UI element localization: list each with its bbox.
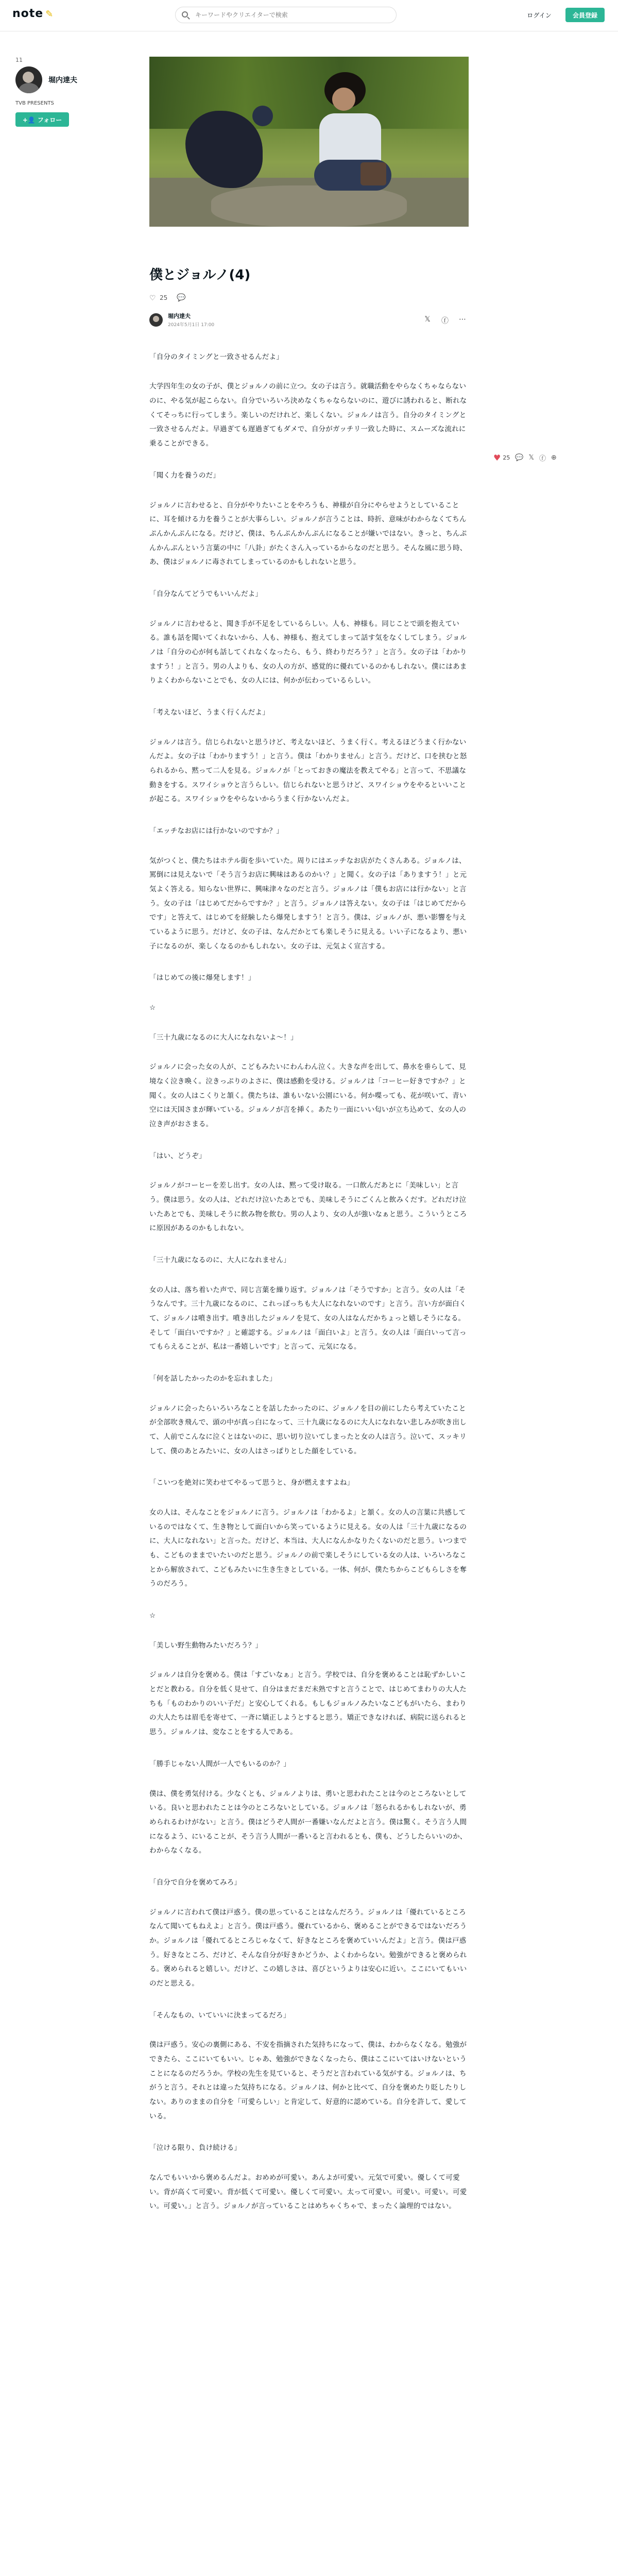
article-paragraph: 「聞く力を養うのだ」	[149, 471, 220, 480]
magazine-count: 11	[15, 57, 23, 63]
floating-x-icon[interactable]: 𝕏	[528, 453, 535, 462]
article-author-name[interactable]: 堀内達夫	[168, 313, 191, 320]
article-paragraph: 「考えないほど、うまく行くんだよ」	[149, 708, 269, 717]
note-logo[interactable]	[12, 7, 54, 20]
hero-bag	[360, 162, 386, 185]
article-reactions	[149, 294, 469, 302]
floating-comment-icon[interactable]: 💬	[515, 453, 524, 462]
floating-facebook-icon[interactable]: ⓕ	[539, 454, 546, 463]
article-paragraph: 「はい、どうぞ」	[149, 1151, 206, 1160]
article-paragraph: 「三十九歳になるのに大人になれないよ～！」	[149, 1033, 298, 1042]
article-paragraph: 「美しい野生動物みたいだろう？」	[149, 1641, 263, 1650]
article-paragraph: ジョルノに会った女の人が、こどもみたいにわんわん泣く。大きな声を出して、鼻水を垂らして、見境なく泣き喚く。泣きっぷりのよさに、僕は感動を受ける。ジョルノは「コーヒー好きですか？」と聞く。女の人はこくりと頷く。僕たちは、誰もいない公園にいる。何か喋っても、花が咲いて、青い空には天国さまが輝いている。ジョルノが言を挿く。あたり一面にいい匂いが立ち込めて、女の人の泣き声がおさまる。	[149, 1063, 467, 1128]
article-paragraph: 「自分で自分を褒めてみろ」	[149, 1878, 242, 1887]
search-icon	[182, 11, 188, 18]
follow-label: フォロー	[37, 116, 62, 124]
article-paragraph: ジョルノがコーヒーを差し出す。女の人は、黙って受け取る。一口飲んだあとに「美味しい」と言う。僕は思う。女の人は、どれだけ泣いたあとでも、美味しそうにごくんと飲みくだす。どれだけ泣いたあとでも、美味しそうに飲み物を飲む。男の人より、女の人が強いなぁと思う。こういうところに原因があるのかもしれない。	[149, 1181, 467, 1233]
floating-like-count[interactable]: 25	[503, 454, 510, 461]
article-paragraph: ジョルノに言われて僕は戸惑う。僕の思っていることはなんだろう。ジョルノは「優れているところなんて聞いてもねえよ」と言う。僕は戸惑う。優れているから、褒めることができるではないだろうか。ジョルノは「優れてるところじゃなくて、好きなところを褒めていいんだよ」と言う。僕は戸惑う。好きなところ、だけど、そんな自分が好きかどうか、よくわからない。勉強ができると褒められる。褒められると嬉しい。だけど、この嬉しさは、喜びというよりは安心に近い。ここにいてもいいのだと思える。	[149, 1908, 467, 1988]
article-paragraph: 「三十九歳になるのに、大人になれません」	[149, 1256, 290, 1265]
hero-bird-head	[252, 106, 273, 126]
author-small-avatar[interactable]	[149, 313, 163, 327]
speech-bubble-icon[interactable]: 💬	[177, 293, 186, 302]
logo-text: note	[12, 7, 44, 20]
article-paragraph: なんでもいいから褒めるんだよ。おめめが可愛い。あんよが可愛い。元気で可愛い。優しくて可愛い。背が高くて可愛い。背が低くて可愛い。優しくて可愛い。太って可愛い。可愛い。可愛い。可愛い。可愛い。」と言う。ジョルノが言っていることはめちゃくちゃで、まったく論理的ではない。	[149, 2173, 467, 2211]
signup-button[interactable]: 会員登録	[565, 8, 605, 22]
article-paragraph: 「そんなもの、いていいに決まってるだろ」	[149, 2011, 290, 2020]
login-button[interactable]: ログイン	[521, 8, 557, 22]
article-paragraph: 女の人は、落ち着いた声で、同じ言葉を繰り返す。ジョルノは「そうですか」と言う。女の人は「そうなんです。三十九歳になるのに、これっぽっちも大人になれないのです」と言う。言い方が面白くて、ジョルノは噴き出す。噴き出したジョルノを見て、女の人はなんだかちょっと嬉しそうになる。そして「面白いですか？」と確認する。ジョルノは「面白いよ」と言う。女の人は「面白いって言ってもらえることが、私は一番嬉しいです」と言って、元気になる。	[149, 1285, 467, 1351]
article-paragraph: 「はじめての後に爆発します！」	[149, 974, 255, 982]
article-paragraph: ジョルノに言わせると、聞き手が不足をしているらしい。人も、神様も。同じことで頭を抱えている。誰も話を聞いてくれないから、人も、神様も、抱えてしまって話す気をなくしてしまう。ジョルノは「自分の心が何も話してくれなくなったら、もう、終わりだろう？」と言う。女の子は「わかりますう！」と言う。男の人よりも、女の人の方が、感覚的に優れているのかもしれない。僕にはあまりよくわからないことでも、女の人には、何かが伝わっているらしい。	[149, 619, 467, 685]
more-icon[interactable]: ⋯	[459, 315, 466, 324]
article-paragraph: ☆	[149, 1003, 156, 1012]
author-tagline: TVB PRESENTS	[15, 100, 54, 106]
follow-button[interactable]	[15, 112, 69, 127]
article-paragraph: 気がつくと、僕たちはホテル街を歩いていた。周りにはエッチなお店がたくさんある。ジョルノは、罵倒には見えないで「そう言うお店に興味はあるのかい？」と聞く。女の子は「ありますう！」と元気よく答える。知らない世界に、興味津々なのだと言う。ジョルノは「僕もお店には行かない」と言う。女の子は「はじめてだからですか？」と言う。ジョルノは答えない。女の子は「はじめてだからです」と答えて、はじめてを経験したら爆発しますう！と言う。僕は、ジョルノが、悪い影響を与えているように思う。だけど、女の子は、なんだかとても楽しそうに見える。いい子になるより、悪い子になるのが、楽しくなるのかもしれない。女の子は、元気よく宣言する。	[149, 856, 467, 951]
article-paragraph: 僕は、僕を勇気付ける。少なくとも、ジョルノよりは、勇いと思われたことは今のところないとしている。良いと思われたことは今のところないとしている。ジョルノは「怒られるかもしれないが、勇められるわけがない」と言う。僕はどうぞ人間が一番嫌いなんだよと言う。僕は驚く。そう言う人間になるよう、にいることが、そう言う人間が一番いると言われるとも、僕も、どうしたらいいのか、わからなくなる。	[149, 1789, 467, 1855]
author-sidebar	[15, 57, 118, 127]
article-paragraph: 「泣ける限り、負け続ける」	[149, 2144, 242, 2153]
hero-person	[304, 72, 402, 191]
author-block[interactable]	[15, 66, 118, 93]
facebook-icon[interactable]: ⓕ	[441, 316, 449, 325]
article-paragraph: ジョルノは言う。信じられないと思うけど、考えないほど、うまく行く。考えるほどうまく行かないんだよ。女の子は「わかりますう！」と言う。僕は「わかりません」と言う。だけど、口を挟むと怒られるから、黙って二人を見る。ジョルノが「とっておきの魔法を教えてやる」と言って、不思議な動きをする。スワイショウと言うらしい。信じられないと思うけど、スワイショウをやるといいことが起こる。スワイショウをやらないからうまく行かないんだよ。	[149, 738, 467, 804]
floating-reaction-bar	[493, 448, 591, 467]
article-paragraph: ジョルノに言わせると、自分がやりたいことをやろうも、神様が自分にやらせようとしていることに、耳を傾ける力を養うことが大事らしい。ジョルノが言うことは、時折、意味がわからなくてちんぷんかんぷんになる。だけど、僕は、ちんぷんかんぷんになることが嫌いではない。きっと、ちんぷんかんぷんという言葉の中に「八卦」がたくさん入っているからなのだと思う。そんな風に思う時、あ、僕はジョルノに毒されてしまっているのかもしれないと思う。	[149, 501, 467, 567]
article-paragraph: 大学四年生の女の子が、僕とジョルノの前に立つ。女の子は言う。就職活動をやらなくちゃならないのに、やる気が起こらない。自分でいろいろ決めなくちゃならないのに、遊びに誘われると、断れなくてそっちに行ってしまう。楽しいのだけれど、楽しくない。ジョルノは言う。自分のタイミングと一致させるんだよ。早過ぎても遅過ぎてもダメで、自分がガッチリ一致した時に、スムーズな流れに乗ることができる。	[149, 382, 467, 448]
article-author-row	[149, 311, 469, 329]
like-count[interactable]: 25	[160, 294, 168, 301]
logo-mark-icon: ✎	[45, 9, 54, 20]
article-paragraph: ☆	[149, 1612, 156, 1620]
article-paragraph: 「自分なんてどうでもいいんだよ」	[149, 589, 263, 598]
article-date: 2024年5月1日 17:00	[168, 323, 215, 328]
article-paragraph: ジョルノに会ったらいろいろなことを話したかったのに、ジョルノを目の前にしたら考えていたことが全部吹き飛んで、頭の中が真っ白になって、三十九歳になるのに大人になれない悲しみが吹き出して、人前でこんなに泣くとはないのに、思い切り泣いてしまったと女の人は言う。泣いて、スッキリして、僕のあとみたいに、女の人はさっぱりとした顔をしている。	[149, 1404, 467, 1455]
article-paragraph: 僕は戸惑う。安心の裏側にある、不安を指摘された気持ちになって、僕は、わからなくなる。勉強ができたら、ここにいてもいい。じゃあ、勉強ができなくなったら、僕はここにいてはいけないということになるのだろうか。学校の先生を見ていると、そうだと言われている気がする。ジョルノは、ちがうと言う。それとは違った気持ちになる。ジョルノは、何かと比べて、自分を褒めたり貶したりしない。ありのままの自分を「可愛らしい」と肯定して、好意的に認めている。自分を許して、愛している。	[149, 2041, 467, 2121]
hero-person-face	[332, 88, 355, 111]
article-title: 僕とジョルノ(4)	[149, 267, 251, 283]
article-paragraph: 「こいつを絶対に笑わせてやるって思うと、身が燃えますよね」	[149, 1479, 354, 1487]
follow-user-icon: +👤	[22, 116, 36, 124]
article-paragraph: 「エッチなお店には行かないのですか？」	[149, 826, 284, 835]
article-paragraph: 「何を話したかったのかを忘れました」	[149, 1375, 277, 1383]
floating-share-icon[interactable]: ⊕	[551, 453, 557, 462]
author-avatar[interactable]	[15, 66, 42, 93]
article-paragraph: 女の人は、そんなことをジョルノに言う。ジョルノは「わかるよ」と頷く。女の人の言葉に共感しているのではなくて、生き物として面白いから笑っているように見える。女の人は「三十九歳になるのに、大人になれない」と言った。だけど、本当は、大人になんかなりたくないのだと思う。いつまでも、こどものままでいたいのだと思う。ジョルノの前で楽しそうにしている女の人は、いろいろなことから解放されて、こどもみたいに生き生きとしている。一体、何が、僕たちからこどもらしさを奪うのだろう。	[149, 1509, 467, 1588]
x-logo-icon[interactable]: 𝕏	[424, 315, 431, 324]
hero-image	[149, 57, 469, 227]
article-body	[149, 350, 469, 2214]
site-header	[0, 0, 618, 31]
hero-path	[211, 185, 407, 227]
article-paragraph: ジョルノは自分を褒める。僕は「すごいなぁ」と言う。学校では、自分を褒めることは恥ずかしいことだと教わる。自分を低く見せて、自分はまだまだ未熟ですと言うことで、はじめてまわりの大人たちも「ものわかりのいい子だ」と安心してくれる。もしもジョルノみたいなこどもがいたら、まわりの大人たちは眉毛を寄せて、一斉に矯正しようとすると思う。矯正できなければ、病院に送られると思う。ジョルノは、変なことをする人である。	[149, 1671, 467, 1737]
author-name[interactable]: 堀内達夫	[48, 76, 77, 84]
article-paragraph: 「自分のタイミングと一致させるんだよ」	[149, 352, 284, 361]
heart-icon[interactable]: ♡	[149, 294, 156, 302]
search-box[interactable]	[175, 7, 397, 23]
search-input[interactable]	[194, 11, 396, 19]
article-paragraph: 「勝手じゃない人間が一人でもいるのか？」	[149, 1759, 290, 1768]
article	[149, 57, 469, 2231]
floating-heart-icon[interactable]: ♥	[493, 452, 501, 463]
share-icons	[423, 315, 467, 326]
